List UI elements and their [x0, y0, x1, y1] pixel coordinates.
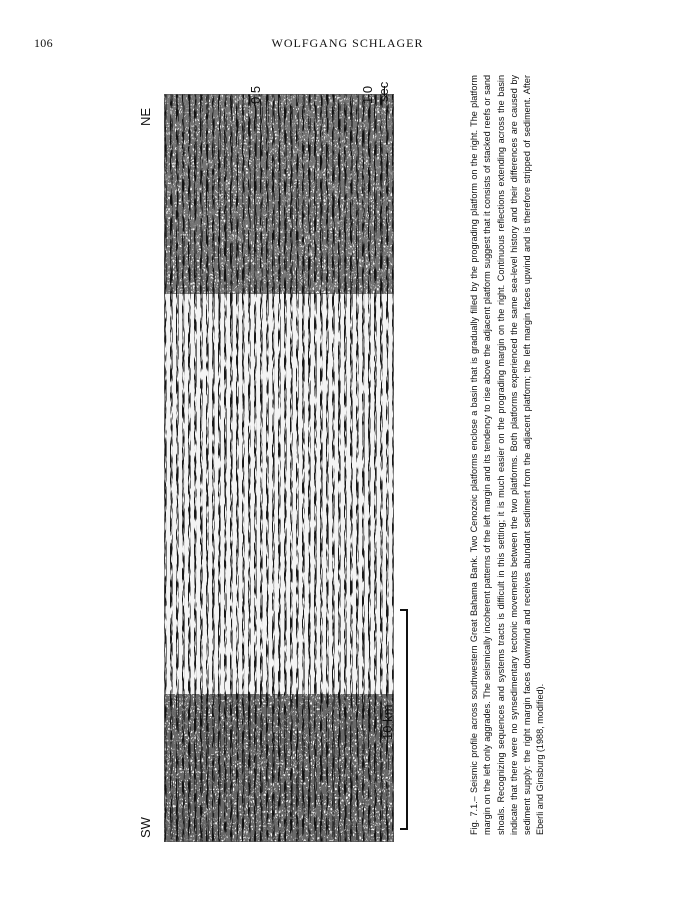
direction-sw-label: SW	[138, 817, 153, 838]
direction-ne-label: NE	[138, 107, 153, 126]
running-head: WOLFGANG SCHLAGER	[271, 36, 424, 50]
time-label-0-5: 0.5	[248, 85, 263, 104]
seismic-figure	[138, 81, 438, 846]
page-number: 106	[34, 36, 53, 50]
scale-bar	[406, 609, 408, 829]
scale-bar-label: 10 km	[380, 704, 395, 740]
time-unit-label: sec	[376, 81, 391, 102]
figure-caption: Fig. 7.1.– Seismic profile across southwestern Great Bahama Bank. Two Cenozoic platforms enclose a basin that is gradually filled by the prograding platform on the right. The platform margin on the left only aggrades. The seismically incoherent patterns of the left margin and its tendency to rise above the adjacent platform suggest that it consists of stacked reefs or sand shoals. Recognizing sequences and systems tracts is difficult in this setting; it is much easier on the prograding margin on the right. Continuous reflections extending across the basin indicate that there were no synsedimentary tectonic movements between the two platforms. Both platforms experienced the same sea-level history and their differences are caused by sediment supply: the right margin faces downwind and receives abundant sediment from the adjacent platform; the left margin faces upwind and is therefore stripped of sediment. After Eberli and Ginsburg (1988, modified).	[469, 75, 546, 835]
seismic-profile-image	[164, 94, 394, 842]
time-label-1-0: 1.0	[360, 85, 375, 104]
